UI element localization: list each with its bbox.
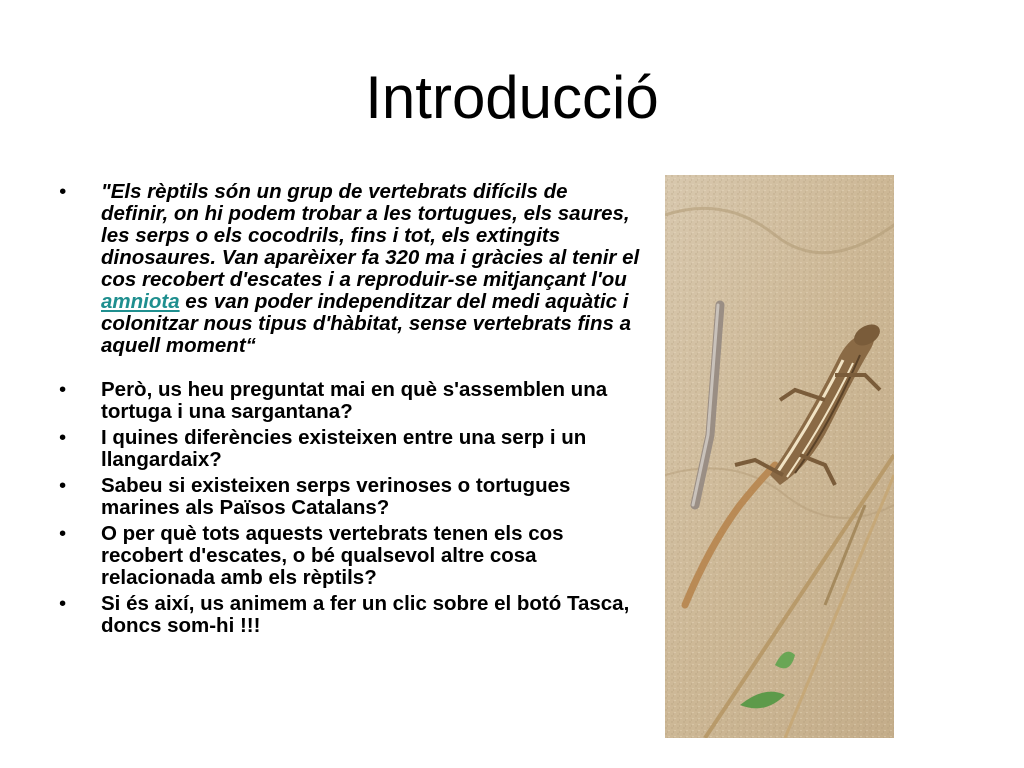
quote-bullet xyxy=(55,181,640,357)
question-text: Sabeu si existeixen serps verinoses o tortugues marines als Països Catalans? xyxy=(101,474,571,519)
amniota-link[interactable]: amniota xyxy=(101,290,180,313)
question-text: Però, us heu preguntat mai en què s'assemblen una tortuga i una sargantana? xyxy=(101,378,608,423)
bullet-marker: • xyxy=(59,474,67,497)
slide-title: Introducció xyxy=(365,64,659,131)
question-bullet-4 xyxy=(55,523,640,589)
question-bullet-1 xyxy=(55,379,640,423)
bullet-marker: • xyxy=(59,592,67,615)
bullet-marker: • xyxy=(59,426,67,449)
question-text: O per què tots aquests vertebrats tenen els cos recobert d'escates, o bé qualsevol altre cosa relacionada amb els rèptils? xyxy=(101,522,564,589)
lizard-photo xyxy=(665,175,894,738)
bullet-marker: • xyxy=(59,522,67,545)
bullet-marker: • xyxy=(59,180,67,203)
quote-text-start: "Els rèptils són un grup de vertebrats difícils de definir, on hi podem trobar a les tortugues, els saures, les serps o els cocodrils, fins i tot, els extingits dinosaures. Van aparèixer fa 320 ma i gràcies al tenir el cos recobert d'escates i a reproduir-se mitjançant l'ou xyxy=(101,180,640,291)
bullet-marker: • xyxy=(59,378,67,401)
sand-texture xyxy=(665,175,894,738)
quote-text-end: es van poder independitzar del medi aquàtic i colonitzar nous tipus d'hàbitat, sense vertebrats fins a aquell moment“ xyxy=(101,290,632,357)
bullet-list xyxy=(55,181,640,637)
question-bullet-3 xyxy=(55,475,640,519)
question-bullet-2 xyxy=(55,427,640,471)
question-text: I quines diferències existeixen entre una serp i un llangardaix? xyxy=(101,426,587,471)
question-text: Si és així, us animem a fer un clic sobre el botó Tasca, doncs som-hi !!! xyxy=(101,592,630,637)
question-bullet-5 xyxy=(55,593,640,637)
